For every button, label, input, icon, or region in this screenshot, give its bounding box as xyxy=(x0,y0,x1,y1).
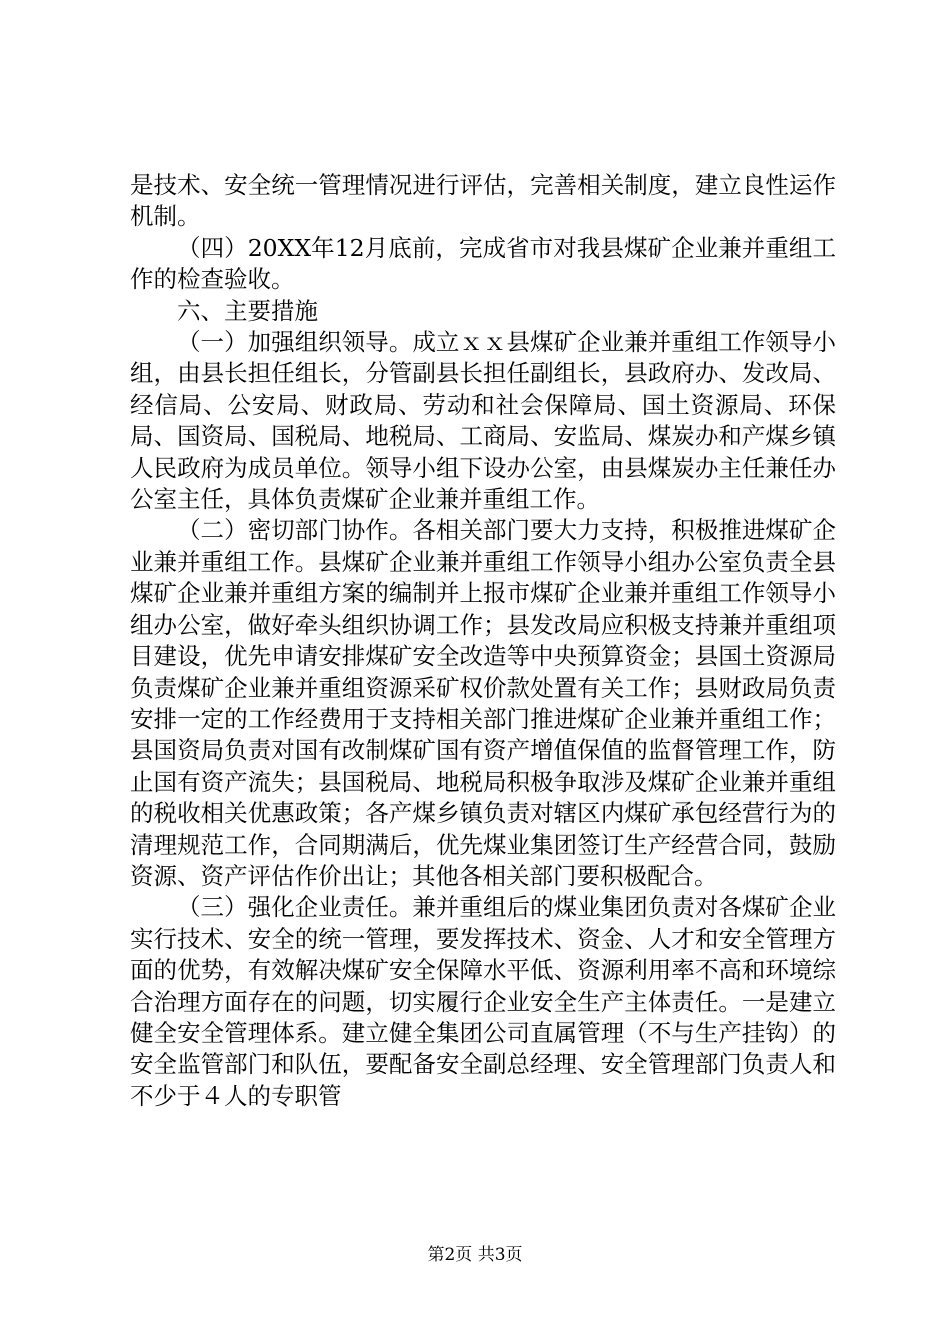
paragraph-measure-1: （一）加强组织领导。成立ｘｘ县煤矿企业兼并重组工作领导小组，由县长担任组长，分管副县长担任副组长，县政府办、发改局、经信局、公安局、财政局、劳动和社会保障局、国土资源局、环保局、国资局、国税局、地税局、工商局、安监局、煤炭办和产煤乡镇人民政府为成员单位。领导小组下设办公室，由县煤炭办主任兼任办公室主任，具体负责煤矿企业兼并重组工作。 xyxy=(130,328,836,514)
paragraph-measure-3: （三）强化企业责任。兼并重组后的煤业集团负责对各煤矿企业实行技术、安全的统一管理，要发挥技术、资金、人才和安全管理方面的优势，有效解决煤矿安全保障水平低、资源利用率不高和环境综合治理方面存在的问题，切实履行企业安全生产主体责任。一是建立健全安全管理体系。建立健全集团公司直属管理（不与生产挂钩）的安全监管部门和队伍，要配备安全副总经理、安全管理部门负责人和不少于４人的专职管 xyxy=(130,893,836,1110)
page-footer xyxy=(0,1243,950,1267)
paragraph-measure-2: （二）密切部门协作。各相关部门要大力支持，积极推进煤矿企业兼并重组工作。县煤矿企业兼并重组工作领导小组办公室负责全县煤矿企业兼并重组方案的编制并上报市煤矿企业兼并重组工作领导小组办公室，做好牵头组织协调工作；县发改局应积极支持兼并重组项目建设，优先申请安排煤矿安全改造等中央预算资金；县国土资源局负责煤矿企业兼并重组资源采矿权价款处置有关工作；县财政局负责安排一定的工作经费用于支持相关部门推进煤矿企业兼并重组工作；县国资局负责对国有改制煤矿国有资产增值保值的监督管理工作，防止国有资产流失；县国税局、地税局积极争取涉及煤矿企业兼并重组的税收相关优惠政策；各产煤乡镇负责对辖区内煤矿承包经营行为的清理规范工作，合同期满后，优先煤业集团签订生产经营合同，鼓励资源、资产评估作价出让；其他各相关部门要积极配合。 xyxy=(130,516,836,890)
paragraph-deadline-item-4: （四）20XX年12月底前，完成省市对我县煤矿企业兼并重组工作的检查验收。 xyxy=(130,233,836,294)
paragraph-continuation: 是技术、安全统一管理情况进行评估，完善相关制度，建立良性运作机制。 xyxy=(130,171,836,231)
section-heading-main-measures: 六、主要措施 xyxy=(177,296,318,325)
document-body xyxy=(130,170,836,1112)
page-number-label: 第2页 共3页 xyxy=(427,1245,523,1265)
